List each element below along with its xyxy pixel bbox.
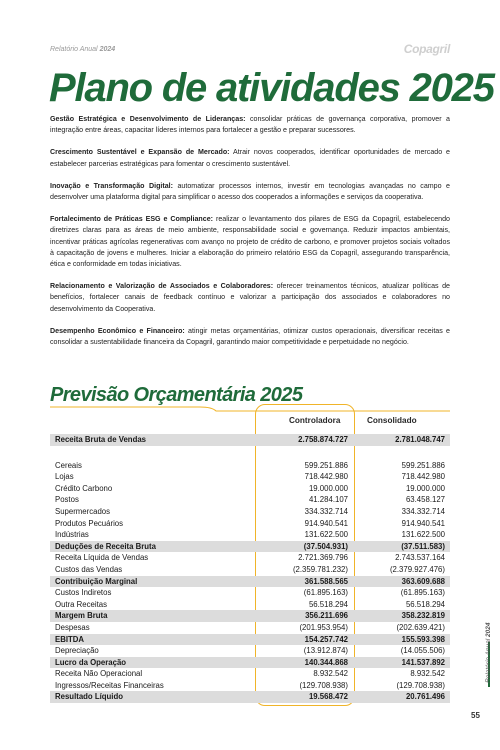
row-value-controladora: 356.211.696 xyxy=(305,611,348,621)
table-row-total xyxy=(50,657,450,669)
activity-paragraph-text: realizar o levantamento dos pilares de ESG da Copagril, estabelecendo diretrizes claras para as áreas de meio ambiente, responsabilidade social e governança. Reduzir impactos ambientais, incentivar práticas agrícolas regenerativas com avanço no projeto de crédito de carbono, e promover projetos sociais voltados à capacitação de jovens e mulheres. Iniciar a elaboração do primeiro relatório ESG da Copagril, assegurando transparência, ética e conformidade em todas iniciativas. xyxy=(50,215,450,269)
row-value-consolidado: 363.609.688 xyxy=(401,576,445,586)
row-label: Indústrias xyxy=(55,530,89,540)
column-header-controladora: Controladora xyxy=(289,416,341,425)
column-header-consolidado: Consolidado xyxy=(367,416,417,425)
row-value-consolidado: 63.458.127 xyxy=(405,495,445,505)
row-value-controladora: 334.332.714 xyxy=(304,506,348,516)
activity-paragraph-text: oferecer treinamentos técnicos, atualizar políticas de benefícios, fortalecer canais de feedback contínuo e valorizar a participação dos associados e colaboradores no desenvolvimento da Cooperativa. xyxy=(50,282,450,313)
row-value-consolidado: 2.781.048.747 xyxy=(395,435,445,444)
row-value-controladora: 599.251.886 xyxy=(304,460,348,470)
activity-paragraph-text: consolidar práticas de governança corporativa, promover a integração entre áreas, capacitar líderes internos para fortalecer a gestão e preparar sucessores. xyxy=(50,115,450,135)
side-label-text: Relatório Anual xyxy=(485,638,492,683)
row-value-consolidado: 718.442.980 xyxy=(401,472,445,482)
row-label: Receita Líquida de Vendas xyxy=(55,553,149,563)
row-label: Receita Não Operacional xyxy=(55,669,143,679)
activity-paragraph-text: automatizar processos internos, investir em tecnologias avançadas no campo e desenvolver uma plataforma digital para simplificar o acesso dos cooperados a informações e serviços da cooperativa. xyxy=(50,181,450,202)
activity-paragraph xyxy=(50,114,450,136)
row-value-consolidado: 2.743.537.164 xyxy=(395,553,445,563)
activity-paragraph-lead: Desempenho Econômico e Financeiro: xyxy=(50,326,185,335)
row-value-controladora: 56.518.294 xyxy=(308,599,348,609)
row-value-consolidado: (14.055.506) xyxy=(400,646,445,656)
row-value-controladora: (61.895.163) xyxy=(303,588,348,598)
row-value-consolidado: 56.518.294 xyxy=(405,599,445,609)
row-value-consolidado: 334.332.714 xyxy=(401,506,445,516)
row-value-controladora: 19.568.472 xyxy=(308,692,348,702)
table-row xyxy=(50,460,450,472)
budget-table xyxy=(50,434,450,703)
table-row-total xyxy=(50,576,450,588)
header-report-year: 2024 xyxy=(99,46,116,53)
row-value-consolidado: 8.932.542 xyxy=(410,669,445,679)
row-label: Contribuição Marginal xyxy=(55,576,138,586)
row-value-controladora: (37.504.931) xyxy=(303,541,348,551)
row-label: Deduções de Receita Bruta xyxy=(55,541,156,551)
row-value-consolidado: (129.708.938) xyxy=(396,680,445,690)
row-label: Lojas xyxy=(55,472,74,482)
row-value-controladora: (201.953.954) xyxy=(299,622,348,632)
table-row xyxy=(50,599,450,611)
row-value-controladora: (13.912.874) xyxy=(303,646,348,656)
table-row xyxy=(50,552,450,564)
row-value-controladora: 154.257.742 xyxy=(304,634,348,644)
brand-logo: Copagril xyxy=(403,42,450,56)
report-header-label xyxy=(50,46,115,53)
row-label: Lucro da Operação xyxy=(55,657,127,667)
row-label: EBITDA xyxy=(55,634,85,644)
row-label: Custos das Vendas xyxy=(55,564,123,574)
row-value-consolidado: 19.000.000 xyxy=(405,483,445,493)
table-row xyxy=(50,668,450,680)
table-row xyxy=(50,680,450,692)
row-label: Outra Receitas xyxy=(55,599,108,609)
page-number: 55 xyxy=(471,711,480,720)
table-row xyxy=(50,564,450,576)
row-value-controladora: 361.588.565 xyxy=(304,576,348,586)
header-report-label: Relatório Anual xyxy=(50,46,98,53)
table-row-total xyxy=(50,691,450,703)
row-label: Depreciação xyxy=(55,646,99,656)
row-value-consolidado: 358.232.819 xyxy=(401,611,445,621)
row-value-consolidado: 141.537.892 xyxy=(401,657,445,667)
activity-paragraph xyxy=(50,147,450,169)
row-value-controladora: 131.622.500 xyxy=(304,530,348,540)
activity-paragraph xyxy=(50,214,450,270)
row-value-controladora: 8.932.542 xyxy=(313,669,348,679)
row-label: Resultado Líquido xyxy=(55,692,124,702)
row-label: Receita Bruta de Vendas xyxy=(55,435,147,444)
table-row xyxy=(50,587,450,599)
activity-paragraph-lead: Fortalecimento de Práticas ESG e Compliance: xyxy=(50,215,214,224)
table-row xyxy=(50,506,450,518)
table-row xyxy=(50,529,450,541)
table-row xyxy=(50,518,450,530)
row-label: Postos xyxy=(55,495,79,505)
activity-paragraph xyxy=(50,281,450,315)
row-value-controladora: 2.721.369.796 xyxy=(298,553,348,563)
row-label: Produtos Pecuários xyxy=(55,518,124,528)
row-value-controladora: 914.940.541 xyxy=(304,518,348,528)
row-value-controladora: (2.359.781.232) xyxy=(292,564,348,574)
table-row-total xyxy=(50,634,450,646)
row-value-consolidado: 155.593.398 xyxy=(401,634,445,644)
table-row xyxy=(50,645,450,657)
table-row xyxy=(50,471,450,483)
activity-paragraph-lead: Crescimento Sustentável e Expansão de Mercado: xyxy=(50,148,230,157)
row-value-controladora: 718.442.980 xyxy=(304,472,348,482)
table-row xyxy=(50,622,450,634)
row-label: Margem Bruta xyxy=(55,611,108,621)
row-label: Custos Indiretos xyxy=(55,588,112,598)
row-value-controladora: 2.758.874.727 xyxy=(298,435,348,444)
table-spacer xyxy=(50,446,450,460)
activity-paragraph xyxy=(50,326,450,348)
side-label-year: 2024 xyxy=(485,622,492,637)
side-report-label xyxy=(485,623,492,683)
row-value-consolidado: 599.251.886 xyxy=(401,460,445,470)
row-value-consolidado: (202.639.421) xyxy=(396,622,445,632)
budget-title-underline xyxy=(50,405,450,412)
table-row-total xyxy=(50,541,450,553)
row-value-consolidado: (2.379.927.476) xyxy=(389,564,445,574)
row-label: Despesas xyxy=(55,622,90,632)
activity-paragraph-text: atingir metas orçamentárias, otimizar custos operacionais, diversificar receitas e consolidar a sustentabilidade financeira da Copagril, garantindo maior competitividade e perpetuidade no negócio. xyxy=(50,326,450,347)
activity-paragraph xyxy=(50,181,450,203)
row-value-consolidado: 20.761.496 xyxy=(405,692,445,702)
row-label: Cereais xyxy=(55,460,82,470)
table-row xyxy=(50,483,450,495)
row-label: Ingressos/Receitas Financeiras xyxy=(55,680,164,690)
row-value-consolidado: 914.940.541 xyxy=(401,518,445,528)
row-value-consolidado: 131.622.500 xyxy=(401,530,445,540)
activity-paragraph-lead: Inovação e Transformação Digital: xyxy=(50,181,174,190)
activity-paragraph-lead: Relacionamento e Valorização de Associados e Colaboradores: xyxy=(50,282,274,291)
row-value-controladora: 140.344.868 xyxy=(304,657,348,667)
table-row-total xyxy=(50,434,450,446)
row-value-controladora: (129.708.938) xyxy=(299,680,348,690)
row-value-consolidado: (61.895.163) xyxy=(400,588,445,598)
table-row xyxy=(50,494,450,506)
activity-paragraph-text: Atrair novos cooperados, identificar oportunidades de mercado e estabelecer parcerias estratégicas para fomentar o crescimento sustentável. xyxy=(50,148,450,168)
row-value-controladora: 19.000.000 xyxy=(308,483,348,493)
activity-plan-paragraphs xyxy=(50,114,450,359)
row-value-controladora: 41.284.107 xyxy=(308,495,348,505)
table-row-total xyxy=(50,610,450,622)
page-title: Plano de atividades 2025 xyxy=(49,66,494,110)
budget-title: Previsão Orçamentária 2025 xyxy=(50,384,303,406)
row-label: Crédito Carbono xyxy=(55,483,113,493)
activity-paragraph-lead: Gestão Estratégica e Desenvolvimento de Lideranças: xyxy=(50,115,246,123)
row-value-consolidado: (37.511.583) xyxy=(401,541,445,551)
row-label: Supermercados xyxy=(55,506,111,516)
